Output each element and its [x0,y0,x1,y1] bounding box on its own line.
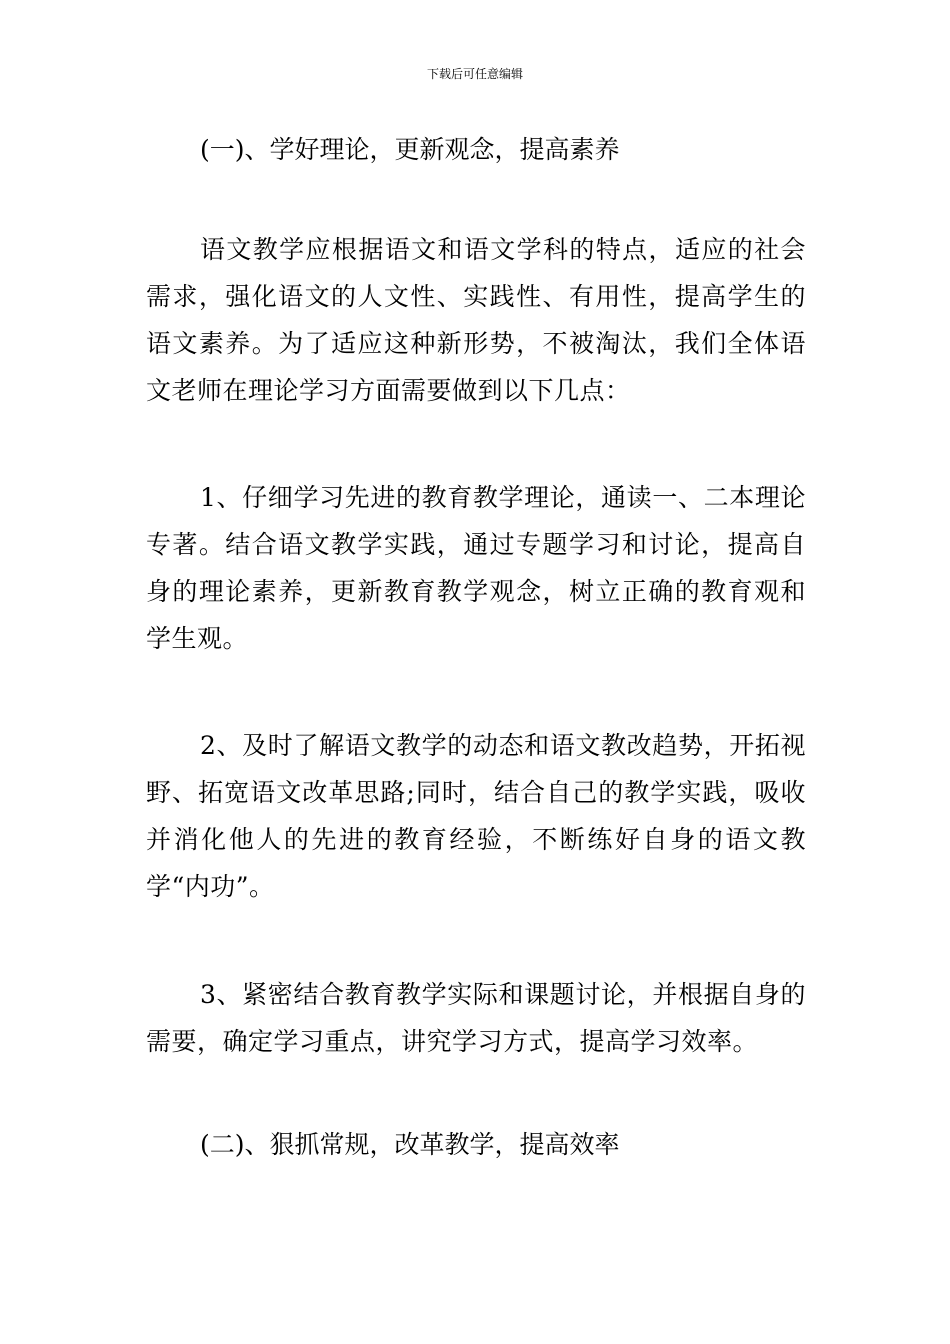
page-header-note: 下载后可任意编辑 [426,67,523,81]
section-heading-1: (一)、学好理论，更新观念，提高素养 [200,135,620,164]
section-heading-2: (二)、狠抓常规，改革教学，提高效率 [200,1130,620,1159]
paragraph-point-1: 1、仔细学习先进的教育教学理论，通读一、二本理论专著。结合语文教学实践，通过专题学习和讨论，提高自身的理论素养，更新教育教学观念，树立正确的教育观和学生观。 [146,483,806,653]
paragraph-point-3: 3、紧密结合教育教学实际和课题讨论，并根据自身的需要，确定学习重点，讲究学习方式，提高学习效率。 [146,980,806,1056]
paragraph-point-2: 2、及时了解语文教学的动态和语文教改趋势，开拓视野、拓宽语文改革思路;同时，结合自己的教学实践，吸收并消化他人的先进的教育经验，不断练好自身的语文教学“内功”。 [146,731,806,901]
paragraph-intro: 语文教学应根据语文和语文学科的特点，适应的社会需求，强化语文的人文性、实践性、有用性，提高学生的语文素养。为了适应这种新形势，不被淘汰，我们全体语文老师在理论学习方面需要做到以下几点： [146,235,806,405]
